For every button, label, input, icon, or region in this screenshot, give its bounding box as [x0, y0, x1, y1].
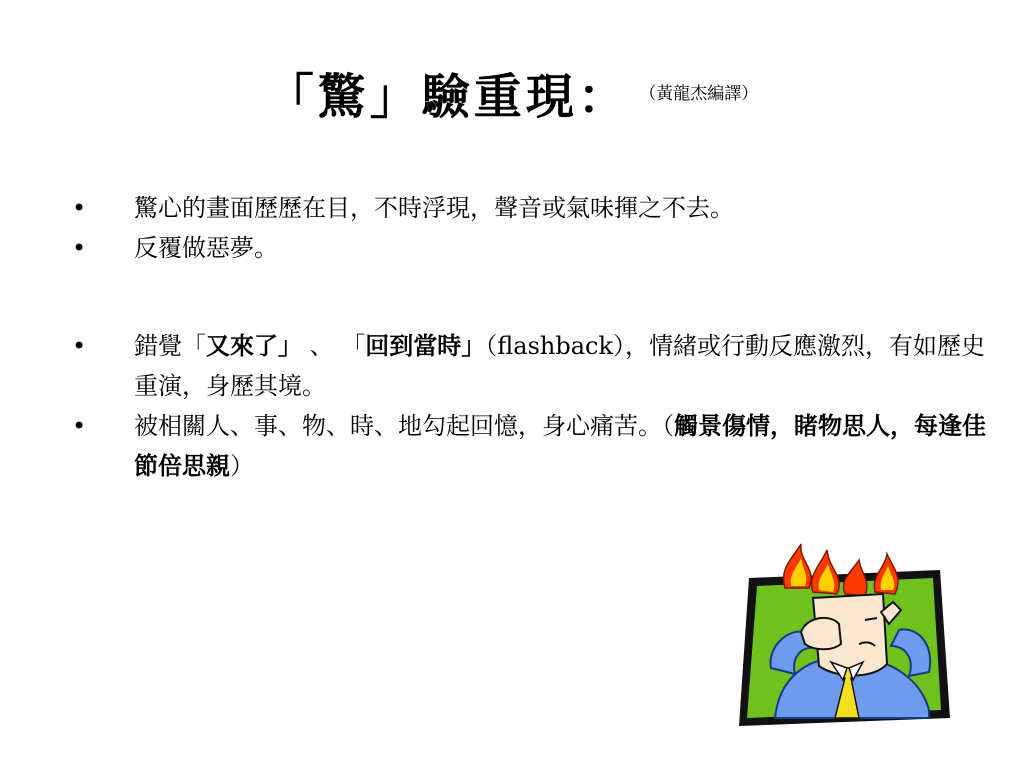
- bullet-item-2: [70, 228, 990, 268]
- bullet-text-part: （flashback），情緒或行動反應激烈，有如歷史重演，身歷其境。: [134, 332, 986, 400]
- bullet-text-bold: 觸景傷情，睹物思人，每逢佳節倍思親: [134, 411, 986, 480]
- bullet-dot: •: [72, 234, 87, 262]
- bullet-item-3: [70, 326, 990, 406]
- bullet-dot: •: [72, 412, 87, 440]
- title-main: 「驚」驗重現：: [265, 69, 630, 125]
- bullet-list: [70, 188, 990, 486]
- bullet-text: 驚心的畫面歷歷在目，不時浮現，聲音或氣味揮之不去。: [134, 194, 734, 222]
- bullet-item-4: [70, 406, 990, 486]
- list-spacer: [70, 268, 990, 326]
- stressed-man-burning-head-icon: [735, 540, 953, 728]
- bullet-dot: •: [72, 194, 87, 222]
- bullet-text: 反覆做惡夢。: [134, 234, 278, 262]
- bullet-text-bold: 又來了」: [206, 331, 302, 360]
- bullet-text-part: 錯覺「: [134, 332, 206, 360]
- slide-title: [0, 58, 1024, 127]
- bullet-item-1: [70, 188, 990, 228]
- title-credit: （黃龍杰編譯）: [647, 84, 759, 104]
- bullet-dot: •: [72, 332, 87, 360]
- bullet-text-part: 被相關人、事、物、時、地勾起回憶，身心痛苦。（: [134, 412, 674, 440]
- bullet-text-bold: 回到當時」: [365, 331, 486, 360]
- bullet-text-part: ）: [230, 452, 254, 480]
- bullet-text-part: 、 「: [302, 332, 366, 360]
